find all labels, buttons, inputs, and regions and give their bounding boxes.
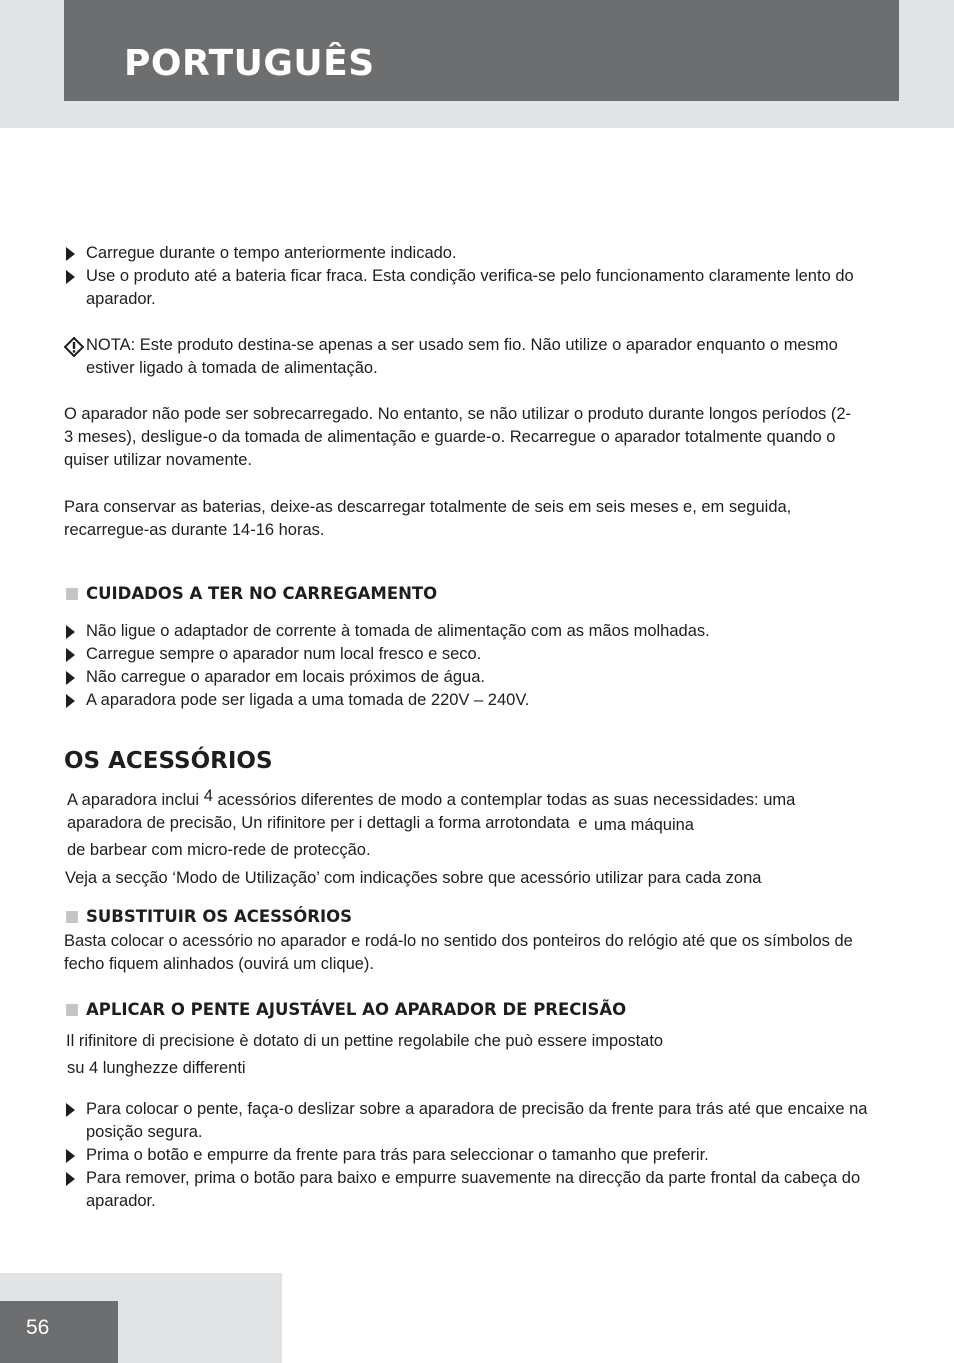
bullet-arrow-icon	[66, 671, 75, 685]
bullet-arrow-icon	[66, 1149, 75, 1163]
bullet-arrow-icon	[66, 694, 75, 708]
accessories-line-1: A aparadora inclui 4 acessórios diferentes de modo a contemplar todas as suas necessidades: uma	[67, 787, 796, 809]
list-item-text: Não ligue o adaptador de corrente à tomada de alimentação com as mãos molhadas.	[86, 622, 710, 640]
list-item-text: Não carregue o aparador em locais próximos de água.	[86, 668, 485, 686]
accessories-heading: OS ACESSÓRIOS	[64, 748, 273, 774]
list-item	[64, 666, 906, 689]
page-number-box	[0, 1301, 118, 1363]
bullet-arrow-icon	[66, 270, 75, 284]
square-bullet-icon	[66, 588, 78, 600]
comb-line-1: Il rifinitore di precisione è dotato di un pettine regolabile che può essere impostato	[66, 1032, 664, 1050]
accessories-line-2: aparadora de precisão, Un rifinitore per i dettagli a forma arrotondata e uma máquina	[67, 814, 694, 834]
comb-heading: APLICAR O PENTE AJUSTÁVEL AO APARADOR DE PRECISÃO	[66, 1000, 626, 1020]
replace-heading: SUBSTITUIR OS ACESSÓRIOS	[66, 907, 352, 927]
bullet-arrow-icon	[66, 625, 75, 639]
replace-text: Basta colocar o acessório no aparador e rodá-lo no sentido dos ponteiros do relógio até que os símbolos de fecho fiquem alinhados (ouvirá um clique).	[64, 932, 853, 973]
bullet-arrow-icon	[66, 1103, 75, 1117]
list-item	[64, 1167, 876, 1213]
accessories-line-4: Veja a secção ‘Modo de Utilização’ com indicações sobre que acessório utilizar para cada zona	[65, 869, 762, 887]
bullet-arrow-icon	[66, 247, 75, 261]
page-title: PORTUGUÊS	[124, 43, 375, 84]
note-text: NOTA: Este produto destina-se apenas a ser usado sem fio. Não utilize o aparador enquanto o mesmo estiver ligado à tomada de alimentação.	[86, 336, 838, 377]
list-item-text: Use o produto até a bateria ficar fraca. Esta condição verifica-se pelo funcionamento claramente lento do aparador.	[86, 267, 854, 308]
list-item	[64, 242, 906, 265]
list-item-text: Para colocar o pente, faça-o deslizar sobre a aparadora de precisão da frente para trás até que encaixe na posição segura.	[86, 1100, 868, 1141]
list-item-text: Carregue durante o tempo anteriormente indicado.	[86, 244, 457, 262]
paragraph-batteries: Para conservar as baterias, deixe-as descarregar totalmente de seis em seis meses e, em seguida, recarregue-as durante 14-16 horas.	[64, 498, 792, 539]
bullet-arrow-icon	[66, 1172, 75, 1186]
list-item-text: Para remover, prima o botão para baixo e empurre suavemente na direcção da parte frontal da cabeça do aparador.	[86, 1169, 861, 1210]
warning-icon	[64, 337, 84, 357]
list-item	[64, 643, 906, 666]
list-item	[64, 265, 908, 311]
list-item	[64, 1098, 908, 1144]
care-heading: CUIDADOS A TER NO CARREGAMENTO	[66, 584, 437, 604]
paragraph-overcharge: O aparador não pode ser sobrecarregado. No entanto, se não utilizar o produto durante longos períodos (2-3 meses), desligue-o da tomada de alimentação e guarde-o. Recarregue o aparador totalmente quando o quiser utilizar novamente.	[64, 405, 852, 469]
accessories-line-3: de barbear com micro-rede de protecção.	[67, 841, 371, 859]
note	[64, 334, 876, 380]
page-number: 56	[26, 1316, 50, 1339]
list-item-text: Prima o botão e empurre da frente para trás para seleccionar o tamanho que preferir.	[86, 1146, 709, 1164]
comb-line-2: su 4 lunghezze differenti	[67, 1059, 246, 1077]
list-item	[64, 1144, 908, 1167]
list-item-text: Carregue sempre o aparador num local fresco e seco.	[86, 645, 482, 663]
list-item-text: A aparadora pode ser ligada a uma tomada de 220V – 240V.	[86, 691, 530, 709]
bullet-arrow-icon	[66, 648, 75, 662]
accessories-count: 4	[203, 787, 213, 805]
square-bullet-icon	[66, 911, 78, 923]
list-item	[64, 620, 906, 643]
square-bullet-icon	[66, 1004, 78, 1016]
list-item	[64, 689, 906, 712]
